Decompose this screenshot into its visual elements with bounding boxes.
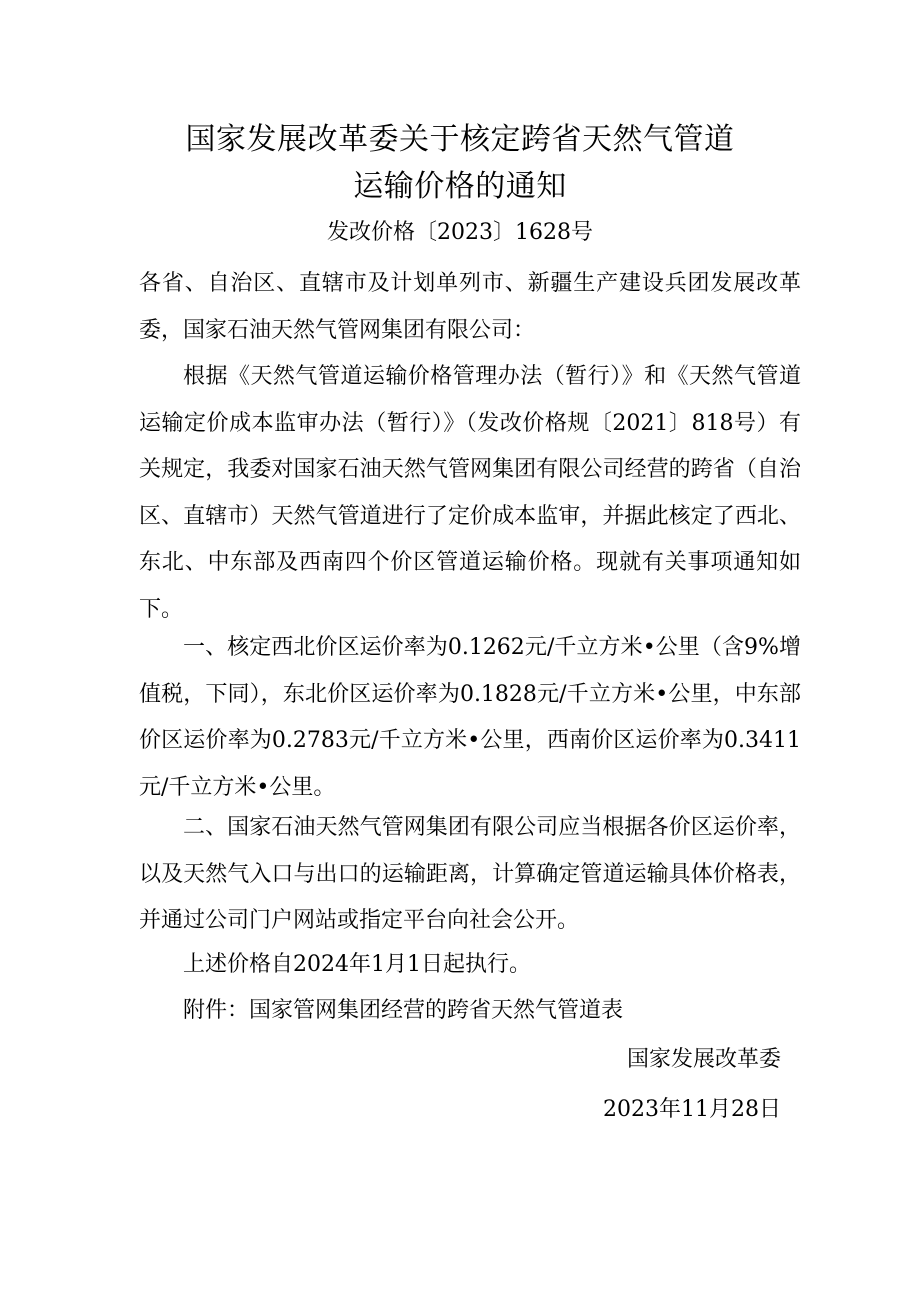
issuer-signature: 国家发展改革委 bbox=[626, 1047, 781, 1072]
attachment-note: 附件：国家管网集团经营的跨省天然气管道表 bbox=[183, 998, 624, 1023]
issue-date: 2023年11月28日 bbox=[603, 1097, 781, 1122]
paragraph-effective-date: 上述价格自2024年1月1日起执行。 bbox=[183, 952, 531, 977]
paragraph-price-table: 二、国家石油天然气管网集团有限公司应当根据各价区运价率，以及天然气入口与出口的运输距离，计算确定管道运输具体价格表，并通过公司门户网站或指定平台向社会公开。 bbox=[139, 815, 801, 934]
document-title-line-1: 国家发展改革委关于核定跨省天然气管道 bbox=[185, 122, 735, 157]
document-number: 发改价格〔2023〕1628号 bbox=[327, 220, 593, 245]
paragraph-rates: 一、核定西北价区运价率为0.1262元/千立方米•公里（含9%增值税，下同），东北价区运价率为0.1828元/千立方米•公里，中东部价区运价率为0.2783元/千立方米•公里，西南价区运价率为0.3411元/千立方米•公里。 bbox=[139, 635, 801, 800]
document-title-line-2: 运输价格的通知 bbox=[353, 169, 567, 204]
salutation: 各省、自治区、直辖市及计划单列市、新疆生产建设兵团发展改革委，国家石油天然气管网集团有限公司： bbox=[139, 271, 801, 343]
paragraph-basis: 根据《天然气管道运输价格管理办法（暂行）》和《天然气管道运输定价成本监审办法（暂行）》（发改价格规〔2021〕818号）有关规定，我委对国家石油天然气管网集团有限公司经营的跨省（自治区、直辖市）天然气管道进行了定价成本监审，并据此核定了西北、东北、中东部及西南四个价区管道运输价格。现就有关事项通知如下。 bbox=[139, 364, 801, 622]
